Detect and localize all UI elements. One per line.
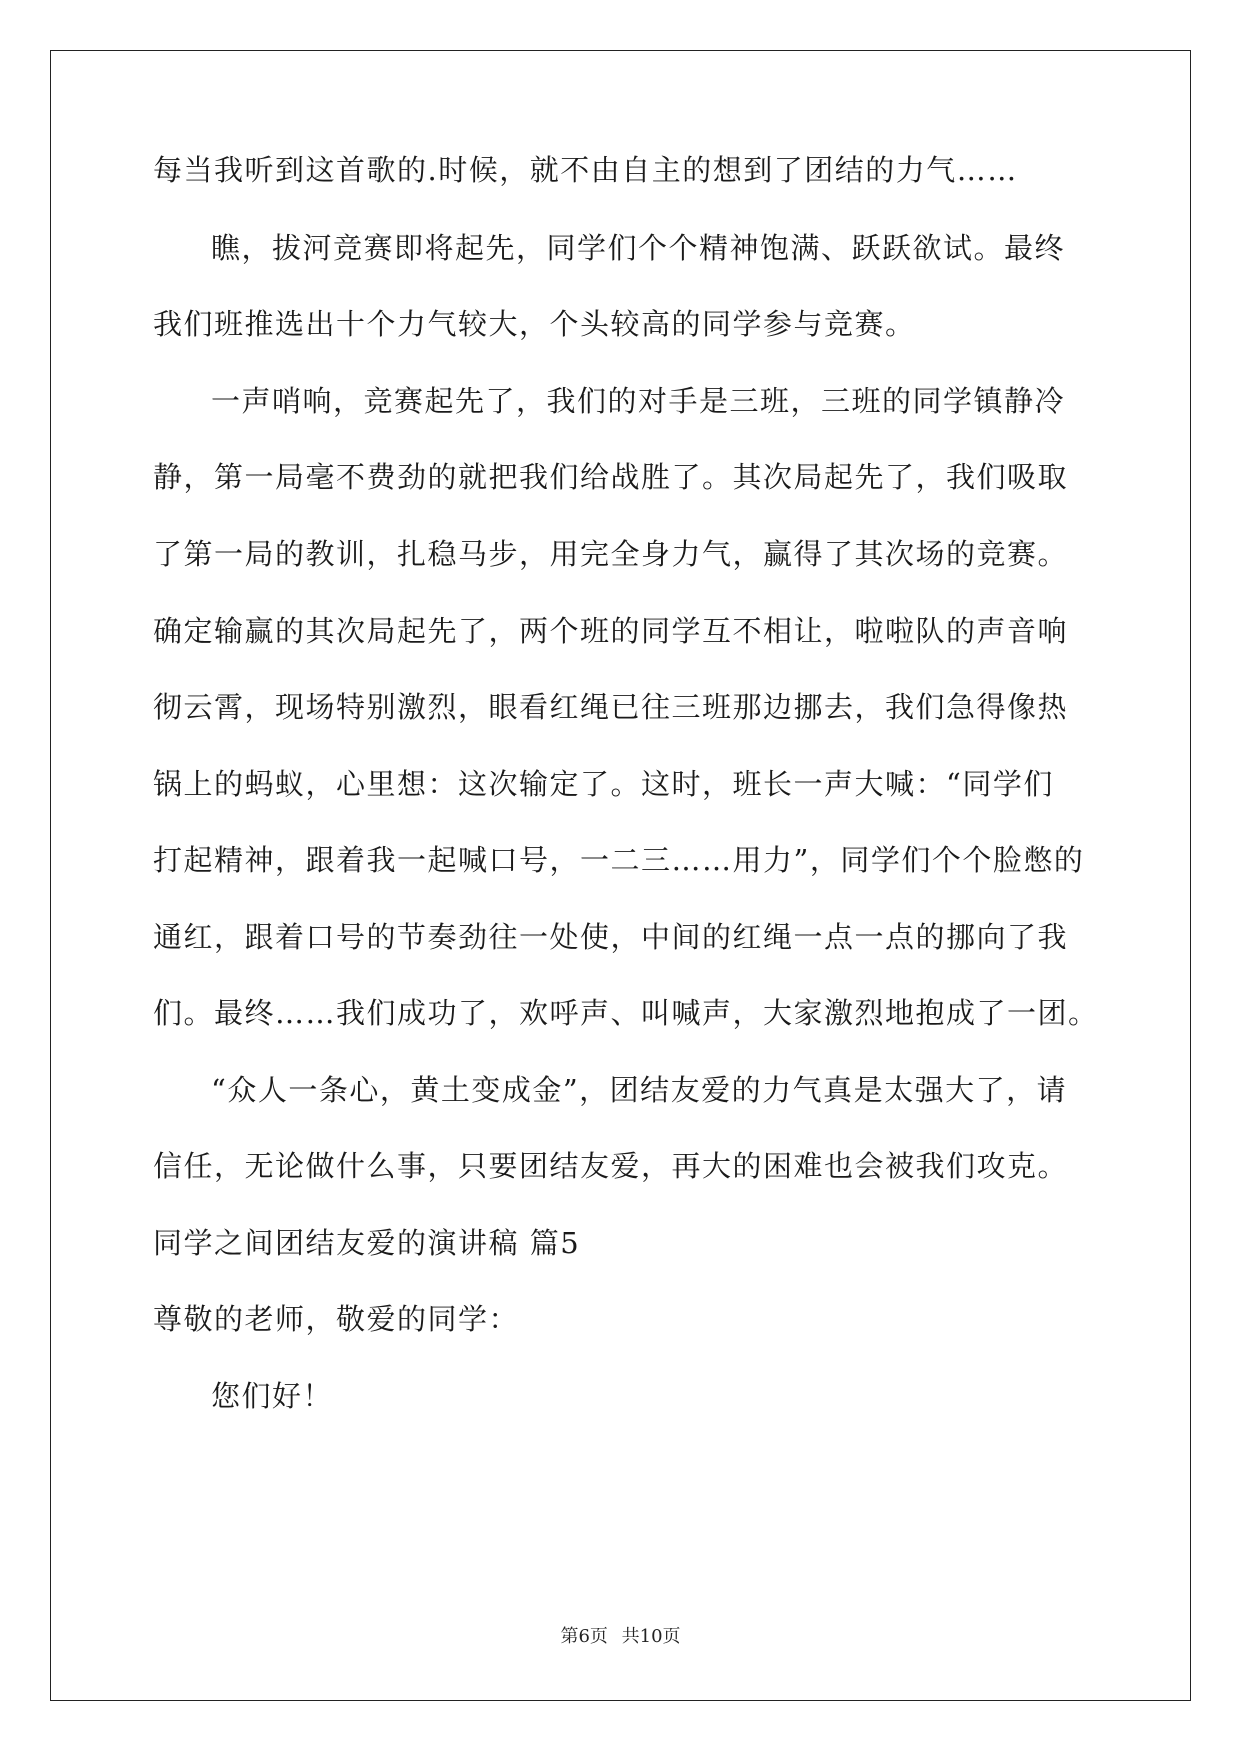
greeting: 您们好！ [211, 1379, 334, 1413]
section-heading: 同学之间团结友爱的演讲稿 篇5 [153, 1226, 581, 1260]
page-footer [0, 1622, 1241, 1648]
salutation: 尊敬的老师，敬爱的同学： [153, 1302, 520, 1336]
paragraph-line: 一声哨响，竞赛起先了，我们的对手是三班，三班的同学镇静冷 [211, 384, 1066, 418]
paragraph-line: 彻云霄，现场特别激烈，眼看红绳已往三班那边挪去，我们急得像热 [153, 690, 1069, 724]
paragraph-line: 信任，无论做什么事，只要团结友爱，再大的困难也会被我们攻克。 [153, 1149, 1069, 1183]
paragraph-line: 通红，跟着口号的节奏劲往一处使，中间的红绳一点一点的挪向了我 [153, 920, 1069, 954]
paragraph-line: 每当我听到这首歌的.时候，就不由自主的想到了团结的力气…… [153, 153, 1018, 187]
paragraph-line: “众人一条心，黄土变成金”，团结友爱的力气真是太强大了，请 [211, 1073, 1068, 1107]
paragraph-line: 瞧，拔河竞赛即将起先，同学们个个精神饱满、跃跃欲试。最终 [211, 231, 1066, 265]
paragraph-line: 打起精神，跟着我一起喊口号，一二三……用力”，同学们个个脸憋的 [153, 843, 1085, 877]
paragraph-line: 静，第一局毫不费劲的就把我们给战胜了。其次局起先了，我们吸取 [153, 460, 1069, 494]
paragraph-line: 了第一局的教训，扎稳马步，用完全身力气，赢得了其次场的竞赛。 [153, 537, 1069, 571]
paragraph-line: 锅上的蚂蚁，心里想：这次输定了。这时，班长一声大喊：“同学们 [153, 767, 1054, 801]
paragraph-line: 们。最终……我们成功了，欢呼声、叫喊声，大家激烈地抱成了一团。 [153, 996, 1099, 1030]
paragraph-line: 我们班推选出十个力气较大，个头较高的同学参与竞赛。 [153, 307, 916, 341]
paragraph-line: 确定输赢的其次局起先了，两个班的同学互不相让，啦啦队的声音响 [153, 614, 1069, 648]
page-number: 第6页 [560, 1626, 608, 1647]
page-total: 共10页 [621, 1626, 681, 1647]
